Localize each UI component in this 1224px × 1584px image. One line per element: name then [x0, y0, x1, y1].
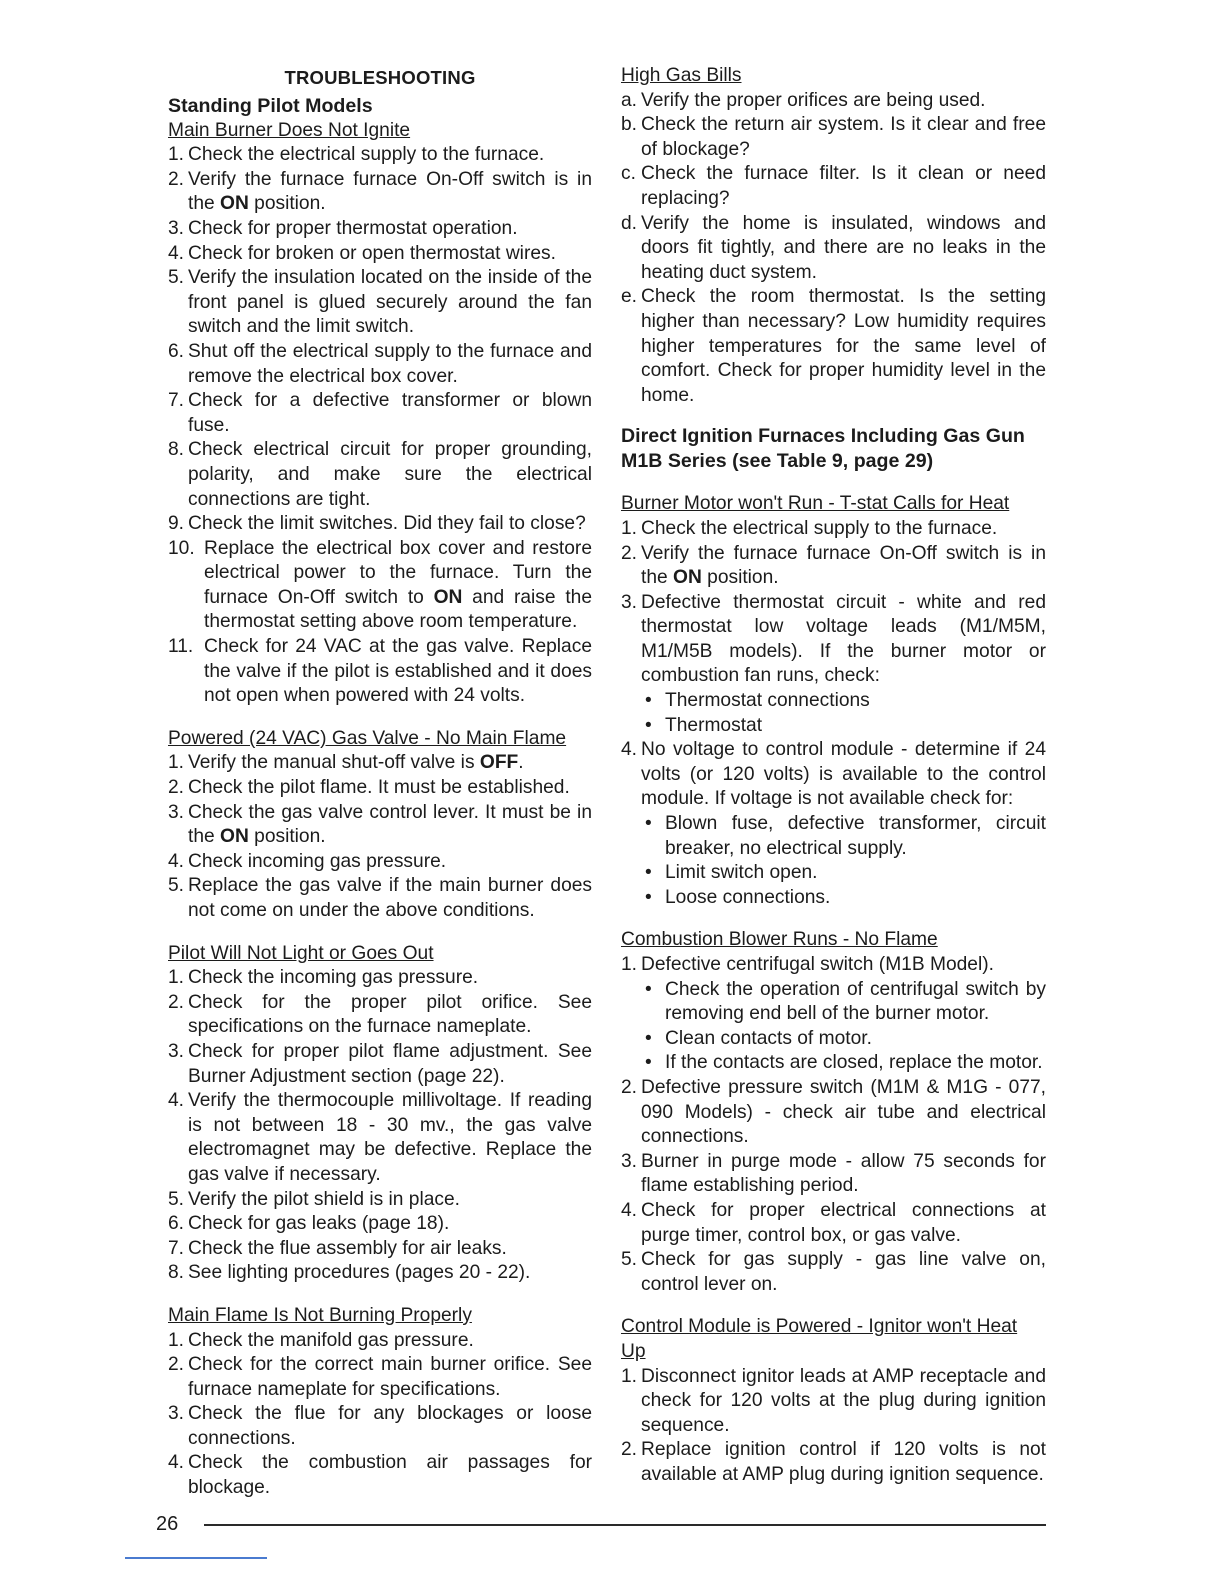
- item-text: Defective thermostat circuit - white and red thermostat low voltage leads (M1/M5M, M1/M5B models). If the burner motor or combustion fan runs, check:: [641, 591, 1046, 687]
- item-text: Defective pressure switch (M1M & M1G - 077, 090 Models) - check air tube and electrical connections.: [641, 1076, 1046, 1148]
- list-combustion-blower-item1: [621, 953, 1046, 978]
- item-bold-keyword: ON: [220, 193, 249, 215]
- subheading-combustion-blower: Combustion Blower Runs - No Flame: [621, 929, 938, 951]
- subheading-control-module: Control Module is Powered - Ignitor won't Heat Up: [621, 1316, 1018, 1362]
- subheading-main-flame: Main Flame Is Not Burning Properly: [168, 1304, 472, 1326]
- item-number: 4.: [168, 850, 185, 872]
- right-column: [621, 64, 1046, 1487]
- item-number: 1.: [621, 954, 638, 975]
- bullet-item: • Clean contacts of motor.: [641, 1027, 1046, 1052]
- list-item: [621, 285, 1046, 408]
- list-item: [621, 1199, 1046, 1248]
- item-bold-keyword: OFF: [479, 752, 519, 774]
- item-text: Check the limit switches. Did they fail to close?: [188, 513, 586, 535]
- item-number: 1.: [168, 144, 185, 166]
- list-item: [168, 512, 592, 537]
- list-item: [168, 1451, 592, 1500]
- list-item: [168, 1329, 592, 1354]
- item-text: Check for proper thermostat operation.: [188, 217, 518, 239]
- item-text: Check for proper pilot flame adjustment. See Burner Adjustment section (page 22).: [188, 1040, 592, 1087]
- item-text: Shut off the electrical supply to the furnace and remove the electrical box cover.: [188, 340, 592, 387]
- subheading-high-gas-bills: High Gas Bills: [621, 65, 742, 86]
- item-number: 2.: [621, 542, 638, 564]
- subheading-pilot-will-not-light: Pilot Will Not Light or Goes Out: [168, 942, 434, 964]
- item-bold-keyword: ON: [673, 567, 702, 589]
- item-text: Check the combustion air passages for blockage.: [188, 1452, 592, 1499]
- list-item: [168, 389, 592, 438]
- bullet-icon: •: [645, 886, 652, 908]
- bullet-icon: •: [645, 813, 652, 835]
- list-item: [168, 966, 592, 991]
- list-item: [621, 1248, 1046, 1297]
- list-item: [621, 1365, 1046, 1439]
- item-number: e.: [621, 286, 638, 308]
- item-text: Check for proper electrical connections at purge timer, control box, or gas valve.: [641, 1199, 1046, 1246]
- item-number: 9.: [168, 513, 185, 535]
- item-text: Check the flue assembly for air leaks.: [188, 1237, 507, 1259]
- bullet-item: • Blown fuse, defective transformer, circuit breaker, no electrical supply.: [645, 813, 1046, 859]
- item-number: 1.: [621, 1365, 638, 1387]
- item-text: Check for a defective transformer or blown fuse.: [188, 390, 592, 436]
- list-item: [168, 168, 592, 217]
- bullet-item: • If the contacts are closed, replace the motor.: [641, 1051, 1046, 1076]
- item-text: Check the room thermostat. Is the setting higher than necessary? Low humidity requires higher temperatures for the same level of comfort. Check for proper humidity level in the home.: [641, 286, 1046, 406]
- item-text: Check incoming gas pressure.: [188, 850, 447, 872]
- item-number: 4.: [621, 739, 638, 761]
- item-number: 5.: [168, 1188, 185, 1210]
- item-text: Check for gas leaks (page 18).: [188, 1213, 450, 1235]
- item-text: Defective centrifugal switch (M1B Model).: [641, 954, 994, 975]
- item-number: b.: [621, 114, 638, 136]
- page-footer: [156, 1512, 1046, 1536]
- bullet-icon: •: [645, 1027, 652, 1049]
- list-item: [168, 143, 592, 168]
- list-burner-motor: [621, 517, 1046, 689]
- list-item: [621, 1150, 1046, 1199]
- list-powered-gas-valve: [168, 751, 592, 923]
- list-main-burner: [168, 143, 592, 709]
- item-number: 1.: [621, 517, 638, 539]
- item-text: Verify the furnace furnace On-Off switch is in the ON position.: [188, 168, 592, 215]
- item-number: 8.: [168, 1262, 185, 1284]
- list-item: [621, 162, 1046, 211]
- item-number: 2.: [168, 777, 185, 799]
- item-number: 3.: [168, 1403, 185, 1425]
- item-number: 1.: [168, 752, 185, 774]
- item-number: 6.: [168, 340, 185, 362]
- item-text: See lighting procedures (pages 20 - 22).: [188, 1262, 531, 1284]
- item-number: 3.: [168, 217, 185, 239]
- item-number: 4.: [168, 1452, 185, 1474]
- list-item: [168, 751, 592, 776]
- list-item: [168, 801, 592, 850]
- list-item: [168, 242, 592, 267]
- item-number: 3.: [621, 591, 638, 613]
- footer-rule: [204, 1524, 1046, 1526]
- list-main-flame: [168, 1329, 592, 1501]
- item-text: Disconnect ignitor leads at AMP receptacle and check for 120 volts at the plug during ignition sequence.: [641, 1365, 1046, 1436]
- list-item: [168, 1261, 592, 1286]
- item-number: 2.: [168, 168, 185, 190]
- list-item: [621, 953, 1046, 978]
- subheading-main-burner: Main Burner Does Not Ignite: [168, 119, 411, 141]
- item-number: 3.: [168, 1040, 185, 1062]
- item-number: 3.: [621, 1150, 638, 1172]
- list-item: [168, 217, 592, 242]
- section-title-standing-pilot: Standing Pilot Models: [168, 94, 373, 117]
- bullet-item: • Thermostat: [641, 714, 1046, 739]
- list-item: [168, 537, 592, 635]
- item-text: Verify the manual shut-off valve is OFF.: [188, 752, 524, 774]
- item-text: Check the electrical supply to the furnace.: [188, 144, 545, 166]
- item-text: Check the flue for any blockages or loose connections.: [188, 1403, 592, 1449]
- bullets-centrifugal-switch: [641, 978, 1046, 1076]
- bullet-item: • Check the operation of centrifugal switch by removing end bell of the burner motor.: [645, 978, 1046, 1025]
- item-bold-keyword: ON: [433, 586, 463, 608]
- section-title-line1: Direct Ignition Furnaces Including Gas Gun: [621, 425, 1025, 448]
- item-number: 5.: [168, 267, 185, 289]
- list-burner-motor-item4: [621, 738, 1046, 812]
- item-text: Verify the pilot shield is in place.: [188, 1188, 460, 1210]
- item-text: Verify the home is insulated, windows and doors fit tightly, and there are no leaks in the heating duct system.: [641, 212, 1046, 283]
- item-number: 3.: [168, 801, 185, 823]
- item-number: 11.: [168, 636, 194, 658]
- bullet-icon: •: [645, 1052, 652, 1074]
- list-control-module: [621, 1365, 1046, 1488]
- bullet-icon: •: [645, 690, 652, 712]
- item-number: 5.: [168, 875, 185, 897]
- bullets-voltage-check: [641, 812, 1046, 910]
- item-text: Check for the proper pilot orifice. See specifications on the furnace nameplate.: [188, 991, 592, 1038]
- list-item: [168, 438, 592, 512]
- bullet-icon: •: [645, 714, 652, 736]
- item-number: 10.: [168, 537, 195, 559]
- item-text: Check the return air system. Is it clear and free of blockage?: [641, 114, 1046, 160]
- list-item: [621, 738, 1046, 812]
- item-number: c.: [621, 163, 636, 185]
- item-text: Check the pilot flame. It must be established.: [188, 777, 570, 799]
- item-number: 2.: [168, 1354, 185, 1376]
- item-text: Verify the proper orifices are being used.: [641, 89, 986, 111]
- subheading-burner-motor: Burner Motor won't Run - T-stat Calls for Heat: [621, 493, 1010, 515]
- list-pilot-will-not-light: [168, 966, 592, 1286]
- list-item: [621, 542, 1046, 591]
- item-number: 4.: [168, 1090, 185, 1112]
- list-item: [168, 266, 592, 340]
- item-number: a.: [621, 89, 638, 111]
- item-text: Check for 24 VAC at the gas valve. Replace the valve if the pilot is established and it does not open when powered with 24 volts.: [204, 636, 592, 707]
- bullet-icon: •: [645, 978, 652, 1000]
- list-item: [621, 212, 1046, 286]
- item-text: Check the electrical supply to the furnace.: [641, 517, 998, 539]
- list-item: [168, 1402, 592, 1451]
- section-title-direct-ignition: [621, 424, 1046, 474]
- item-text: Check for the correct main burner orifice. See furnace nameplate for specifications.: [188, 1354, 592, 1400]
- item-text: Check electrical circuit for proper grounding, polarity, and make sure the electrical connections are tight.: [188, 439, 592, 510]
- item-number: 8.: [168, 439, 185, 461]
- item-number: 4.: [621, 1199, 638, 1221]
- item-number: 6.: [168, 1213, 185, 1235]
- list-item: [168, 991, 592, 1040]
- bullet-item: • Loose connections.: [641, 886, 1046, 911]
- item-number: 5.: [621, 1249, 638, 1271]
- item-text: Check for gas supply - gas line valve on, control lever on.: [641, 1249, 1046, 1295]
- list-item: [168, 1237, 592, 1262]
- list-high-gas-bills: [621, 89, 1046, 409]
- list-item: [168, 850, 592, 875]
- section-title-line2: M1B Series (see Table 9, page 29): [621, 450, 934, 473]
- list-item: [621, 113, 1046, 162]
- item-text: No voltage to control module - determine if 24 volts (or 120 volts) is available to the control module. If voltage is not available check for:: [641, 739, 1046, 810]
- item-number: 2.: [621, 1076, 638, 1098]
- list-item: [621, 1438, 1046, 1487]
- item-text: Burner in purge mode - allow 75 seconds for flame establishing period.: [641, 1150, 1046, 1197]
- bullet-icon: •: [645, 862, 652, 884]
- page-number: 26: [156, 1513, 179, 1535]
- item-number: 4.: [168, 242, 185, 264]
- list-item: [621, 89, 1046, 114]
- page-title: TROUBLESHOOTING: [284, 67, 476, 88]
- list-item: [168, 1212, 592, 1237]
- item-number: 2.: [621, 1439, 638, 1461]
- list-item: [168, 635, 592, 709]
- bullets-thermostat-check: [641, 689, 1046, 738]
- item-number: d.: [621, 212, 638, 234]
- list-item: [621, 1076, 1046, 1150]
- list-item: [168, 1089, 592, 1187]
- item-text: Check for broken or open thermostat wires.: [188, 242, 556, 264]
- item-number: 2.: [168, 991, 185, 1013]
- subheading-powered-gas-valve: Powered (24 VAC) Gas Valve - No Main Flame: [168, 727, 567, 749]
- item-text: Verify the furnace furnace On-Off switch is in the ON position.: [641, 542, 1046, 589]
- list-item: [168, 1040, 592, 1089]
- left-column: [168, 64, 592, 1501]
- list-item: [168, 776, 592, 801]
- item-number: 1.: [168, 1329, 185, 1351]
- list-item: [168, 1353, 592, 1402]
- list-combustion-blower: [621, 1076, 1046, 1297]
- scan-link-underline: [125, 1557, 267, 1559]
- item-text: Verify the insulation located on the inside of the front panel is glued securely around the fan switch and the limit switch.: [188, 267, 592, 338]
- list-item: [168, 340, 592, 389]
- list-item: [621, 591, 1046, 689]
- list-item: [621, 517, 1046, 542]
- item-text: Check the gas valve control lever. It must be in the ON position.: [188, 801, 592, 848]
- item-text: Replace the electrical box cover and restore electrical power to the furnace. Turn the furnace On-Off switch to ON and raise the thermostat setting above room temperature.: [204, 537, 592, 633]
- item-text: Replace ignition control if 120 volts is not available at AMP plug during ignition sequence.: [641, 1439, 1046, 1485]
- item-text: Check the manifold gas pressure.: [188, 1329, 474, 1351]
- item-bold-keyword: ON: [220, 826, 249, 848]
- list-item: [168, 1188, 592, 1213]
- item-number: 7.: [168, 390, 185, 412]
- bullet-item: • Thermostat connections: [641, 689, 1046, 714]
- item-text: Check the furnace filter. Is it clean or need replacing?: [641, 163, 1046, 209]
- item-text: Check the incoming gas pressure.: [188, 967, 479, 989]
- bullet-item: • Limit switch open.: [641, 861, 1046, 886]
- item-text: Replace the gas valve if the main burner does not come on under the above conditions.: [188, 875, 592, 921]
- item-text: Verify the thermocouple millivoltage. If reading is not between 18 - 30 mv., the gas valve electromagnet may be defective. Replace the gas valve if necessary.: [188, 1090, 592, 1185]
- item-number: 1.: [168, 967, 185, 989]
- list-item: [168, 874, 592, 923]
- item-number: 7.: [168, 1237, 185, 1259]
